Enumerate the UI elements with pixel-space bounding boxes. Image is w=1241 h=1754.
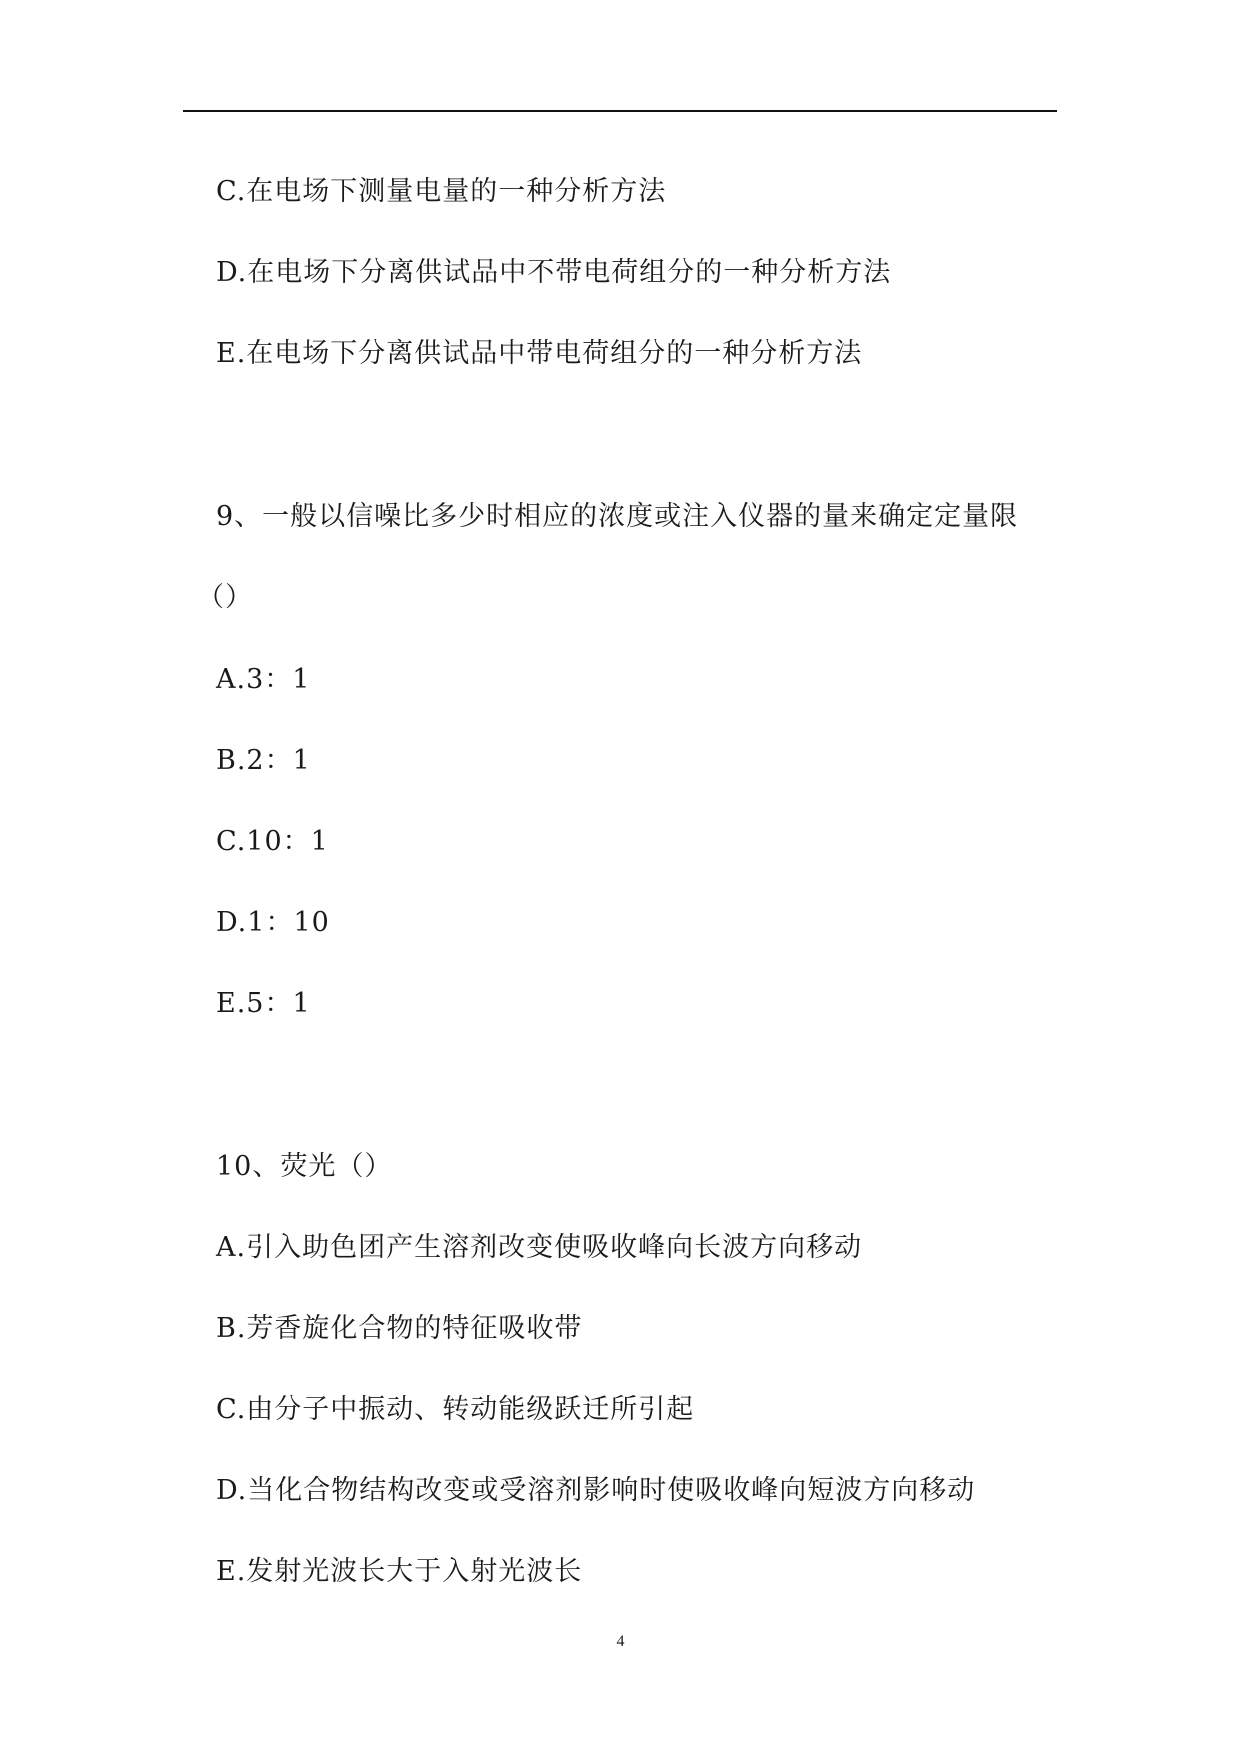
q9-stem: 9、一般以信噪比多少时相应的浓度或注入仪器的量来确定定量限 bbox=[216, 501, 1019, 532]
q10-option-b: B.芳香旋化合物的特征吸收带 bbox=[216, 1313, 583, 1344]
q9-paren: （） bbox=[197, 582, 253, 613]
q10-option-c: C.由分子中振动、转动能级跃迁所引起 bbox=[216, 1394, 695, 1425]
q8-option-d: D.在电场下分离供试品中不带电荷组分的一种分析方法 bbox=[216, 257, 892, 288]
page-number: 4 bbox=[616, 1633, 625, 1650]
q10-option-d: D.当化合物结构改变或受溶剂影响时使吸收峰向短波方向移动 bbox=[216, 1475, 976, 1506]
header-rule bbox=[183, 110, 1057, 112]
q9-option-a: A.3：1 bbox=[216, 664, 311, 695]
q8-option-e: E.在电场下分离供试品中带电荷组分的一种分析方法 bbox=[216, 338, 863, 369]
q9-option-c: C.10：1 bbox=[216, 826, 329, 857]
q9-option-e: E.5：1 bbox=[216, 988, 311, 1019]
q10-option-a: A.引入助色团产生溶剂改变使吸收峰向长波方向移动 bbox=[216, 1232, 863, 1263]
q9-option-b: B.2：1 bbox=[216, 745, 311, 776]
q10-option-e: E.发射光波长大于入射光波长 bbox=[216, 1556, 583, 1587]
q8-option-c: C.在电场下测量电量的一种分析方法 bbox=[216, 176, 667, 207]
q10-stem: 10、荧光（） bbox=[216, 1151, 393, 1182]
q9-option-d: D.1：10 bbox=[216, 907, 330, 938]
